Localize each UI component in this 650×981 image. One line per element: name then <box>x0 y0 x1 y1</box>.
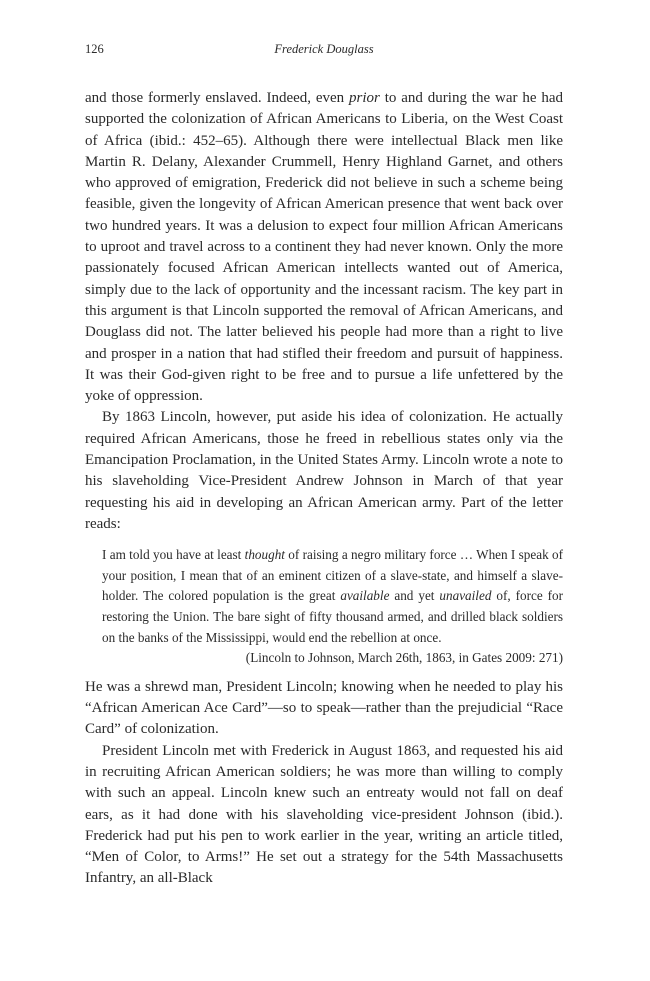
running-head <box>85 42 563 64</box>
body-text <box>85 88 563 890</box>
emphasis-text: prior <box>349 90 380 106</box>
paragraph-shrewd-man: He was a shrewd man, President Lincoln; knowing when he needed to play his “African American Ace Card”—so to speak—rather than the prejudicial “Race Card” of colonization. <box>85 678 563 738</box>
paragraph-lincoln-army: By 1863 Lincoln, however, put aside his idea of colonization. He actually required African Americans, those he freed in rebellious states only via the Emancipation Proclamation, in the United States Army. Lincoln wrote a note to his slaveholding Vice-President Andrew Johnson in March of that year requesting his aid in developing an African American army. Part of the letter reads: <box>85 409 563 532</box>
emphasis-text: available <box>340 588 390 604</box>
paragraph-colonization <box>85 88 563 407</box>
quote-text <box>102 545 563 648</box>
paragraph-text: to and during the war he had supported the colonization of African Americans to Liberia, on the West Coast of Africa (ibid.: 452–65). Although there were intellectual Black men like Martin R. Delany, Alexander Crummell, Henry Highland Garnet, and others who approved of emigration, Frederick did not believe in such a scheme being feasible, given the longevity of African American presence that went back over two hundred years. It was a delusion to expect four million African Americans to uproot and travel across to a continent they had never known. Only the more passionately focused African American intellects wanted out of America, simply due to the lack of opportunity and the incessant racism. The key part in this argument is that Lincoln supported the removal of African Americans, and Douglass did not. The latter believed his people had more than a right to live and prosper in a nation that had stifled their freedom and pursuit of happiness. It was their God-given right to be free and to pursue a life unfettered by the yoke of oppression. <box>85 90 563 405</box>
emphasis-text: thought <box>244 547 285 563</box>
running-title: Frederick Douglass <box>274 42 374 56</box>
quote-fragment: of raising a negro military force … When I speak of your position, I mean that of an eminent citizen of a slave-state, and himself a slave-holder. The colored population is the great <box>102 547 563 604</box>
paragraph-text: and those formerly enslaved. Indeed, even <box>85 90 350 106</box>
paragraph-recruiting: President Lincoln met with Frederick in August 1863, and requested his aid in recruiting African American soldiers; he was more than willing to comply with such an appeal. Lincoln knew such an entreaty would not fall on deaf ears, as it had done with his slaveholding vice-president Johnson (ibid.). Frederick had put his pen to work earlier in the year, writing an article titled, “Men of Color, to Arms!” He set out a strategy for the 54th Massachusetts Infantry, an all-Black <box>85 742 563 887</box>
emphasis-text: unavailed <box>439 588 492 604</box>
quote-fragment: of, force for restoring the Union. The bare sight of fifty thousand armed, and drilled black soldiers on the banks of the Mississippi, would end the rebellion at once. <box>102 588 563 645</box>
quote-citation: (Lincoln to Johnson, March 26th, 1863, in Gates 2009: 271) <box>245 650 563 666</box>
quote-fragment: I am told you have at least <box>102 547 245 563</box>
quote-fragment: and yet <box>389 588 440 604</box>
block-quote <box>102 545 563 669</box>
book-page <box>85 42 563 890</box>
page-number: 126 <box>85 42 104 56</box>
